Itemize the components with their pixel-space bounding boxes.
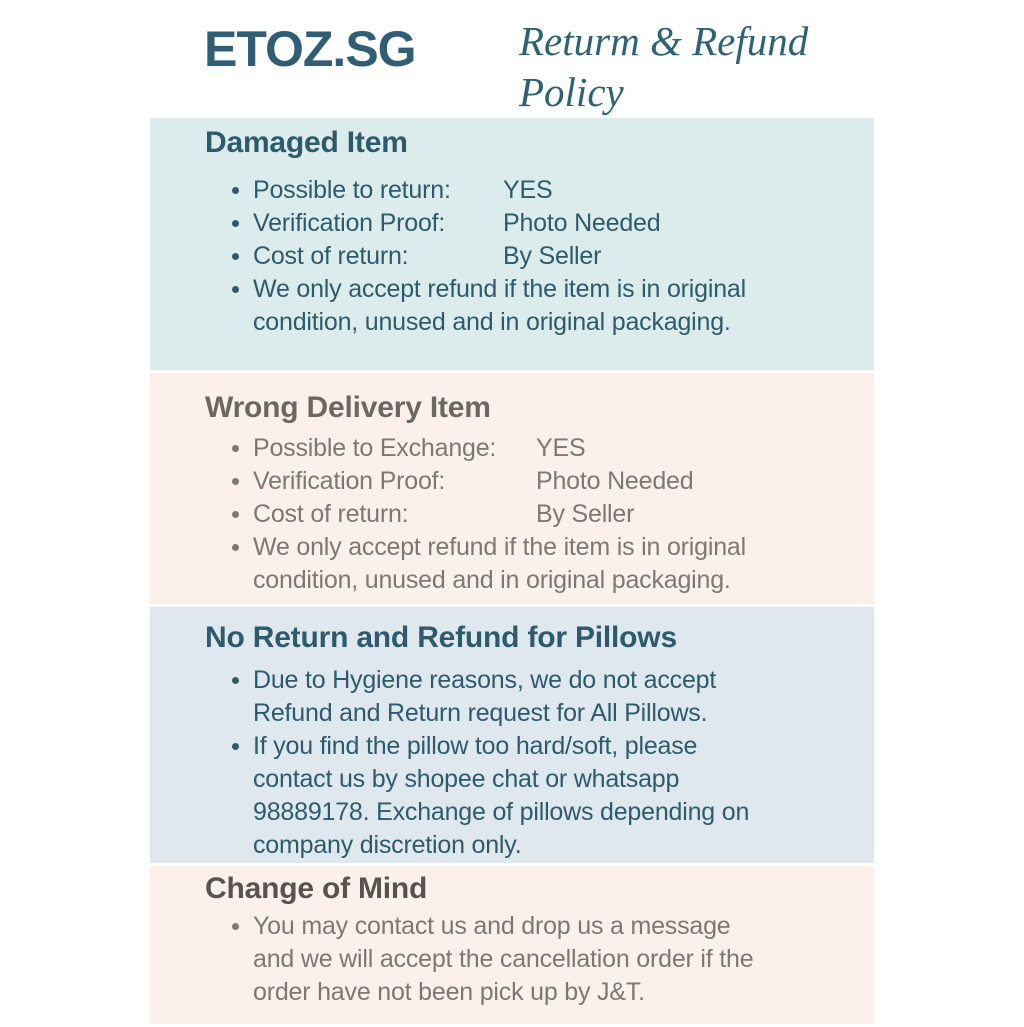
bullet-note: Due to Hygiene reasons, we do not accept Refund and Return request for All Pillows. [253, 666, 717, 727]
bullet-note: We only accept refund if the item is in original condition, unused and in original packaging. [253, 533, 746, 594]
bullet-note: If you find the pillow too hard/soft, please contact us by shopee chat or whatsapp 98889178. Exchange of pillows depending on company discretion only. [253, 732, 750, 859]
page-title-line-2: Policy [519, 69, 624, 115]
bullet-label: Possible to return: [253, 176, 451, 204]
bullet-note: We only accept refund if the item is in original condition, unused and in original packaging. [253, 275, 746, 336]
bullet-icon [232, 923, 239, 930]
bullet-label: Cost of return: [253, 500, 409, 528]
bullet-list [205, 432, 874, 597]
bullet-label: Possible to Exchange: [253, 434, 497, 462]
bullet-item [232, 240, 874, 273]
bullet-icon [232, 544, 239, 551]
bullet-item [232, 174, 874, 207]
bullet-value: YES [503, 176, 553, 204]
bullet-item [232, 730, 874, 862]
section-heading: Damaged Item [205, 126, 408, 159]
bullet-icon [232, 677, 239, 684]
section-no-return-pillows [150, 607, 874, 863]
section-wrong-delivery-item [150, 373, 874, 604]
section-heading: No Return and Refund for Pillows [205, 621, 677, 654]
brand-logo: ETOZ.SG [204, 21, 416, 77]
bullet-value: Photo Needed [536, 467, 694, 495]
bullet-item [232, 531, 874, 597]
bullet-item [232, 910, 874, 1009]
bullet-label: Verification Proof: [253, 209, 446, 237]
bullet-value: By Seller [536, 500, 635, 528]
bullet-icon [232, 253, 239, 260]
bullet-icon [232, 220, 239, 227]
bullet-value: By Seller [503, 242, 602, 270]
bullet-icon [232, 187, 239, 194]
bullet-item [232, 465, 874, 498]
bullet-value: YES [536, 434, 586, 462]
bullet-list [205, 664, 874, 862]
bullet-icon [232, 743, 239, 750]
bullet-item [232, 273, 874, 339]
section-damaged-item [150, 118, 874, 370]
page-title [519, 16, 808, 118]
bullet-item [232, 432, 874, 465]
bullet-icon [232, 286, 239, 293]
section-heading: Change of Mind [205, 872, 428, 905]
bullet-value: Photo Needed [503, 209, 661, 237]
section-change-of-mind [150, 866, 874, 1024]
bullet-note: You may contact us and drop us a message and we will accept the cancellation order if the order have not been pick up by J&T. [253, 912, 754, 1006]
bullet-item [232, 498, 874, 531]
section-heading: Wrong Delivery Item [205, 391, 491, 424]
bullet-list [205, 174, 874, 339]
bullet-icon [232, 445, 239, 452]
policy-sections [150, 118, 874, 1027]
bullet-item [232, 664, 874, 730]
page-title-line-1: Returm & Refund [519, 18, 809, 64]
bullet-list [205, 910, 874, 1009]
bullet-item [232, 207, 874, 240]
bullet-label: Verification Proof: [253, 467, 446, 495]
bullet-label: Cost of return: [253, 242, 409, 270]
bullet-icon [232, 511, 239, 518]
bullet-icon [232, 478, 239, 485]
